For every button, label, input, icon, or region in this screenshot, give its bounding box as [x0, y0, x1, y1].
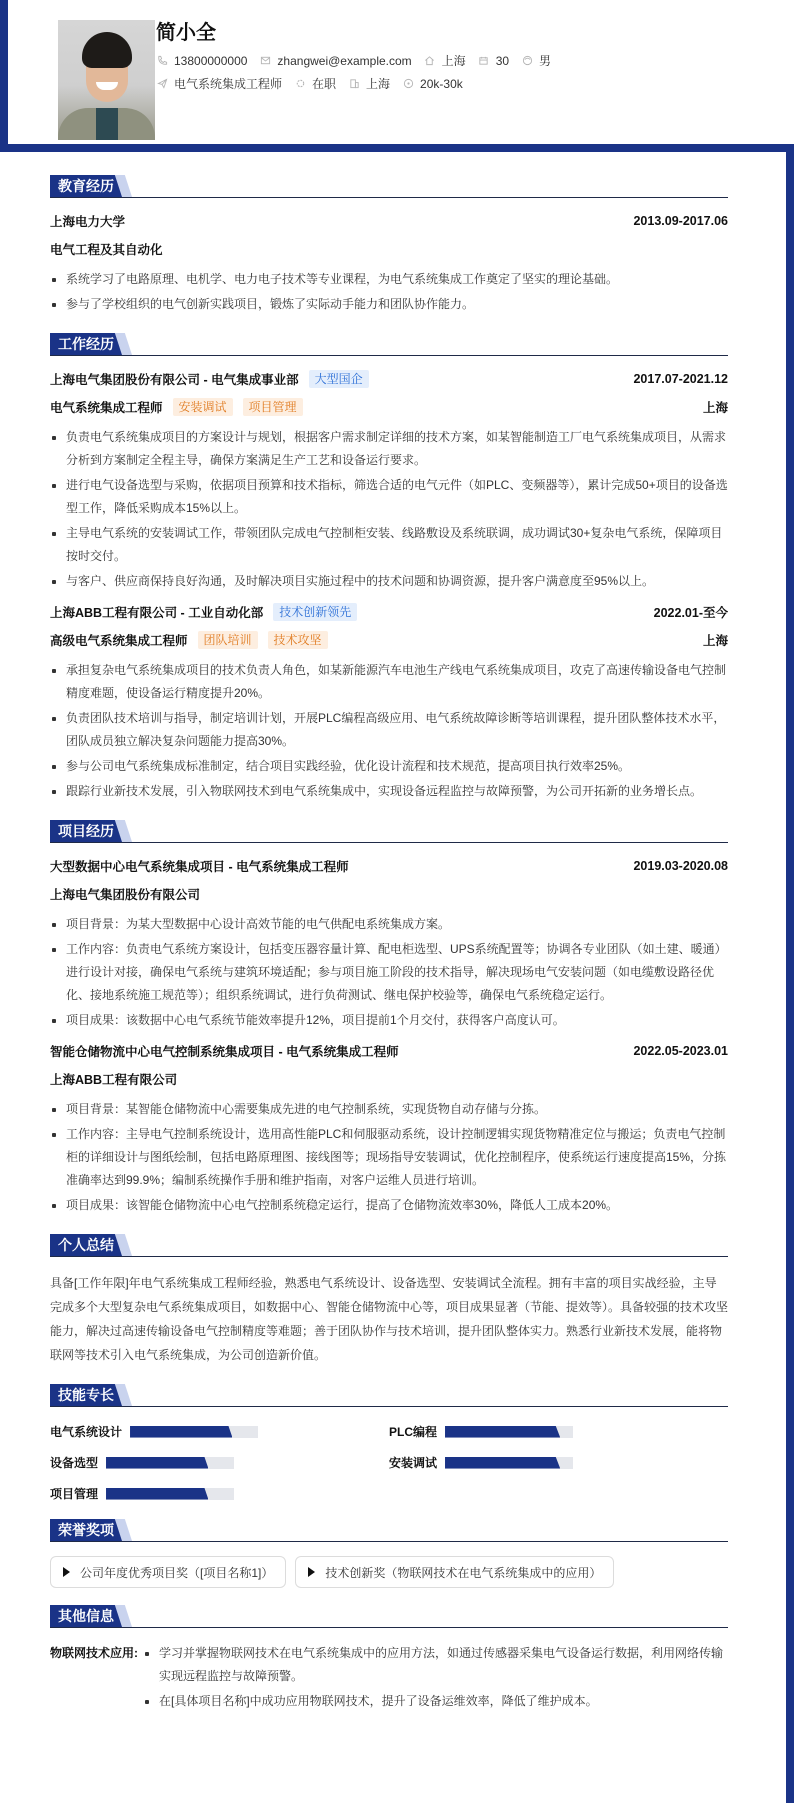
section-header — [50, 819, 728, 843]
resume-body — [0, 152, 794, 1803]
gender-item — [521, 52, 551, 69]
list-item: 负责团队技术培训与指导，制定培训计划，开展PLC编程高级应用、电气系统故障诊断等培训课程，提升团队整体技术水平，团队成员独立解决复杂问题能力提高30%。 — [50, 707, 728, 753]
other-item — [50, 1642, 728, 1725]
work-company-row — [50, 370, 728, 388]
list-item: 学习并掌握物联网技术在电气系统集成中的应用方法，如通过传感器采集电气设备运行数据，利用网络传输实现远程监控与故障预警。 — [143, 1642, 728, 1688]
major-name: 电气工程及其自动化 — [50, 243, 163, 257]
project-name: 大型数据中心电气系统集成项目 - 电气系统集成工程师 — [50, 860, 349, 874]
summary-section — [50, 1233, 728, 1367]
role-name: 高级电气系统集成工程师 — [50, 634, 188, 648]
contact-row — [156, 52, 563, 69]
section-title: 其他信息 — [50, 1605, 122, 1627]
section-title: 工作经历 — [50, 333, 122, 355]
triangle-right-icon — [308, 1567, 315, 1577]
project-company: 上海电气集团股份有限公司 — [50, 888, 201, 902]
education-row — [50, 212, 728, 230]
salary-item — [402, 77, 463, 91]
company-name: 上海ABB工程有限公司 - 工业自动化部 — [50, 606, 264, 620]
skill-name: 安装调试 — [389, 1456, 438, 1470]
section-header — [50, 332, 728, 356]
work-role-row — [50, 631, 728, 649]
list-item: 参与公司电气系统集成标准制定，结合项目实践经验，优化设计流程和技术规范，提高项目执行效率25%。 — [50, 755, 728, 778]
project-company-row — [50, 885, 728, 903]
section-header — [50, 1383, 728, 1407]
resume-header — [0, 0, 794, 152]
work-bullets — [50, 426, 728, 593]
work-bullets — [50, 659, 728, 803]
section-title: 项目经历 — [50, 820, 122, 842]
gender-value: 男 — [539, 54, 552, 68]
job-intent-row — [156, 75, 475, 92]
role-tag: 团队培训 — [198, 631, 258, 649]
work-company-row — [50, 603, 728, 621]
position-item — [156, 75, 282, 92]
project-company-row — [50, 1070, 728, 1088]
company-name: 上海电气集团股份有限公司 - 电气集成事业部 — [50, 373, 299, 387]
skill-name: 设备选型 — [50, 1456, 99, 1470]
list-item: 系统学习了电路原理、电机学、电力电子技术等专业课程，为电气系统集成工作奠定了坚实的理论基础。 — [50, 268, 728, 291]
other-bullets — [143, 1642, 728, 1715]
section-title: 教育经历 — [50, 175, 122, 197]
education-section — [50, 174, 728, 316]
list-item: 工作内容：负责电气系统方案设计，包括变压器容量计算、配电柜选型、UPS系统配置等；协调各专业团队（如土建、暖通）进行设计对接，确保电气系统与建筑环境适配；参与项目施工阶段的技术指导，解决现场电气安装问题（如电缆敷设路径优化、接地系统施工规范等）；组织系统调试，进行负荷测试、继电保护校验等，确保电气系统稳定运行。 — [50, 938, 728, 1007]
section-title: 技能专长 — [50, 1384, 122, 1406]
skill-item — [50, 1423, 389, 1440]
education-period: 2013.09-2017.06 — [633, 214, 728, 228]
skill-bar — [130, 1426, 258, 1438]
list-item: 负责电气系统集成项目的方案设计与规划，根据客户需求制定详细的技术方案，如某智能制造工厂电气系统集成项目，从需求分析到方案制定全程主导，确保方案满足生产工艺和设备运行要求。 — [50, 426, 728, 472]
avatar — [58, 20, 155, 140]
work-period: 2017.07-2021.12 — [633, 372, 728, 386]
project-bullets — [50, 913, 728, 1032]
city-value: 上海 — [366, 77, 391, 91]
location-item — [424, 52, 466, 69]
skill-item — [389, 1454, 728, 1471]
work-section — [50, 332, 728, 803]
skill-bar — [106, 1457, 234, 1469]
mail-icon — [259, 55, 271, 67]
location-value: 上海 — [441, 54, 466, 68]
triangle-right-icon — [63, 1567, 70, 1577]
position-value: 电气系统集成工程师 — [174, 77, 283, 91]
list-item: 主导电气系统的安装调试工作，带领团队完成电气控制柜安装、线路敷设及系统联调，成功调试30+复杂电气系统，保障项目按时交付。 — [50, 522, 728, 568]
awards-section — [50, 1518, 728, 1588]
section-header — [50, 1604, 728, 1628]
list-item: 承担复杂电气系统集成项目的技术负责人角色，如某新能源汽车电池生产线电气系统集成项目，攻克了高速传输设备电气控制精度难题，使设备运行精度提升20%。 — [50, 659, 728, 705]
phone-icon — [156, 55, 168, 67]
list-item: 参与了学校组织的电气创新实践项目，锻炼了实际动手能力和团队协作能力。 — [50, 293, 728, 316]
list-item: 项目背景：某智能仓储物流中心需要集成先进的电气控制系统，实现货物自动存储与分拣。 — [50, 1098, 728, 1121]
section-title: 个人总结 — [50, 1234, 122, 1256]
skill-name: 项目管理 — [50, 1487, 99, 1501]
project-row — [50, 1042, 728, 1060]
other-section — [50, 1604, 728, 1725]
skill-item — [389, 1423, 728, 1440]
company-tag: 技术创新领先 — [273, 603, 357, 621]
role-tag: 技术攻坚 — [268, 631, 328, 649]
home-icon — [424, 55, 436, 67]
project-period: 2019.03-2020.08 — [633, 859, 728, 873]
building-icon — [348, 78, 360, 90]
education-bullets — [50, 268, 728, 316]
status-icon — [294, 78, 306, 90]
email-value: zhangwei@example.com — [277, 53, 412, 68]
project-bullets — [50, 1098, 728, 1217]
skills-section — [50, 1383, 728, 1502]
work-city: 上海 — [702, 401, 728, 415]
project-company: 上海ABB工程有限公司 — [50, 1073, 178, 1087]
list-item: 项目背景：为某大型数据中心设计高效节能的电气供配电系统集成方案。 — [50, 913, 728, 936]
section-header — [50, 174, 728, 198]
salary-icon — [402, 78, 414, 90]
awards-list — [50, 1556, 728, 1588]
work-role-row — [50, 398, 728, 416]
company-tag: 大型国企 — [309, 370, 369, 388]
gender-icon — [521, 55, 533, 67]
email-item — [259, 54, 411, 68]
status-value: 在职 — [312, 77, 337, 91]
list-item: 项目成果：该智能仓储物流中心电气控制系统稳定运行，提高了仓储物流效率30%，降低人工成本20%。 — [50, 1194, 728, 1217]
section-header — [50, 1518, 728, 1542]
skills-grid — [50, 1421, 728, 1502]
school-name: 上海电力大学 — [50, 215, 126, 229]
skill-bar — [445, 1426, 573, 1438]
other-label: 物联网技术应用: — [50, 1646, 138, 1660]
age-value: 30 — [495, 53, 510, 68]
role-tag: 项目管理 — [243, 398, 303, 416]
award-name: 技术创新奖（物联网技术在电气系统集成中的应用） — [325, 1565, 602, 1580]
phone-item — [156, 54, 247, 68]
award-name: 公司年度优秀项目奖（[项目名称1]） — [80, 1565, 274, 1580]
role-name: 电气系统集成工程师 — [50, 401, 163, 415]
salary-value: 20k-30k — [420, 76, 463, 91]
city-item — [348, 75, 390, 92]
skill-name: PLC编程 — [389, 1425, 438, 1439]
section-header — [50, 1233, 728, 1257]
role-tag: 安装调试 — [173, 398, 233, 416]
work-city: 上海 — [702, 634, 728, 648]
list-item: 进行电气设备选型与采购，依据项目预算和技术指标，筛选合适的电气元件（如PLC、变频器等），累计完成50+项目的设备选型工作，降低采购成本15%以上。 — [50, 474, 728, 520]
status-item — [294, 75, 336, 92]
summary-text: 具备[工作年限]年电气系统集成工程师经验，熟悉电气系统设计、设备选型、安装调试全流程。拥有丰富的项目实战经验，主导完成多个大型复杂电气系统集成项目，如数据中心、智能仓储物流中心等，项目成果显著（节能、提效等）。具备较强的技术攻坚能力，解决过高速传输设备电气控制精度等难题；善于团队协作与技术培训，提升团队整体实力。熟悉行业新技术发展，能将物联网等技术引入电气系统集成，为公司创造新价值。 — [50, 1276, 729, 1362]
candidate-name: 简小全 — [156, 22, 216, 44]
major-row — [50, 240, 728, 258]
send-icon — [156, 78, 168, 90]
list-item: 跟踪行业新技术发展，引入物联网技术到电气系统集成中，实现设备远程监控与故障预警，为公司开拓新的业务增长点。 — [50, 780, 728, 803]
calendar-icon — [478, 55, 490, 67]
skill-bar — [106, 1488, 234, 1500]
section-title: 荣誉奖项 — [50, 1519, 122, 1541]
project-period: 2022.05-2023.01 — [633, 1044, 728, 1058]
project-row — [50, 857, 728, 875]
list-item: 工作内容：主导电气控制系统设计，选用高性能PLC和伺服驱动系统，设计控制逻辑实现货物精准定位与搬运；负责电气控制柜的详细设计与图纸绘制，包括电路原理图、接线图等；现场指导安装调试，优化控制程序，使系统运行速度提高15%，分拣准确率达到99.9%；编制系统操作手册和维护指南，对客户运维人员进行培训。 — [50, 1123, 728, 1192]
skill-item — [50, 1454, 389, 1471]
age-item — [478, 54, 509, 68]
award-item — [295, 1556, 614, 1588]
list-item: 项目成果：该数据中心电气系统节能效率提升12%，项目提前1个月交付，获得客户高度认可。 — [50, 1009, 728, 1032]
projects-section — [50, 819, 728, 1217]
skill-name: 电气系统设计 — [50, 1425, 123, 1439]
work-period: 2022.01-至今 — [653, 606, 728, 620]
award-item — [50, 1556, 286, 1588]
phone-value: 13800000000 — [174, 53, 248, 68]
list-item: 与客户、供应商保持良好沟通，及时解决项目实施过程中的技术问题和协调资源，提升客户满意度至95%以上。 — [50, 570, 728, 593]
project-name: 智能仓储物流中心电气控制系统集成项目 - 电气系统集成工程师 — [50, 1045, 399, 1059]
skill-item — [50, 1485, 389, 1502]
list-item: 在[具体项目名称]中成功应用物联网技术，提升了设备运维效率，降低了维护成本。 — [143, 1690, 728, 1713]
skill-bar — [445, 1457, 573, 1469]
